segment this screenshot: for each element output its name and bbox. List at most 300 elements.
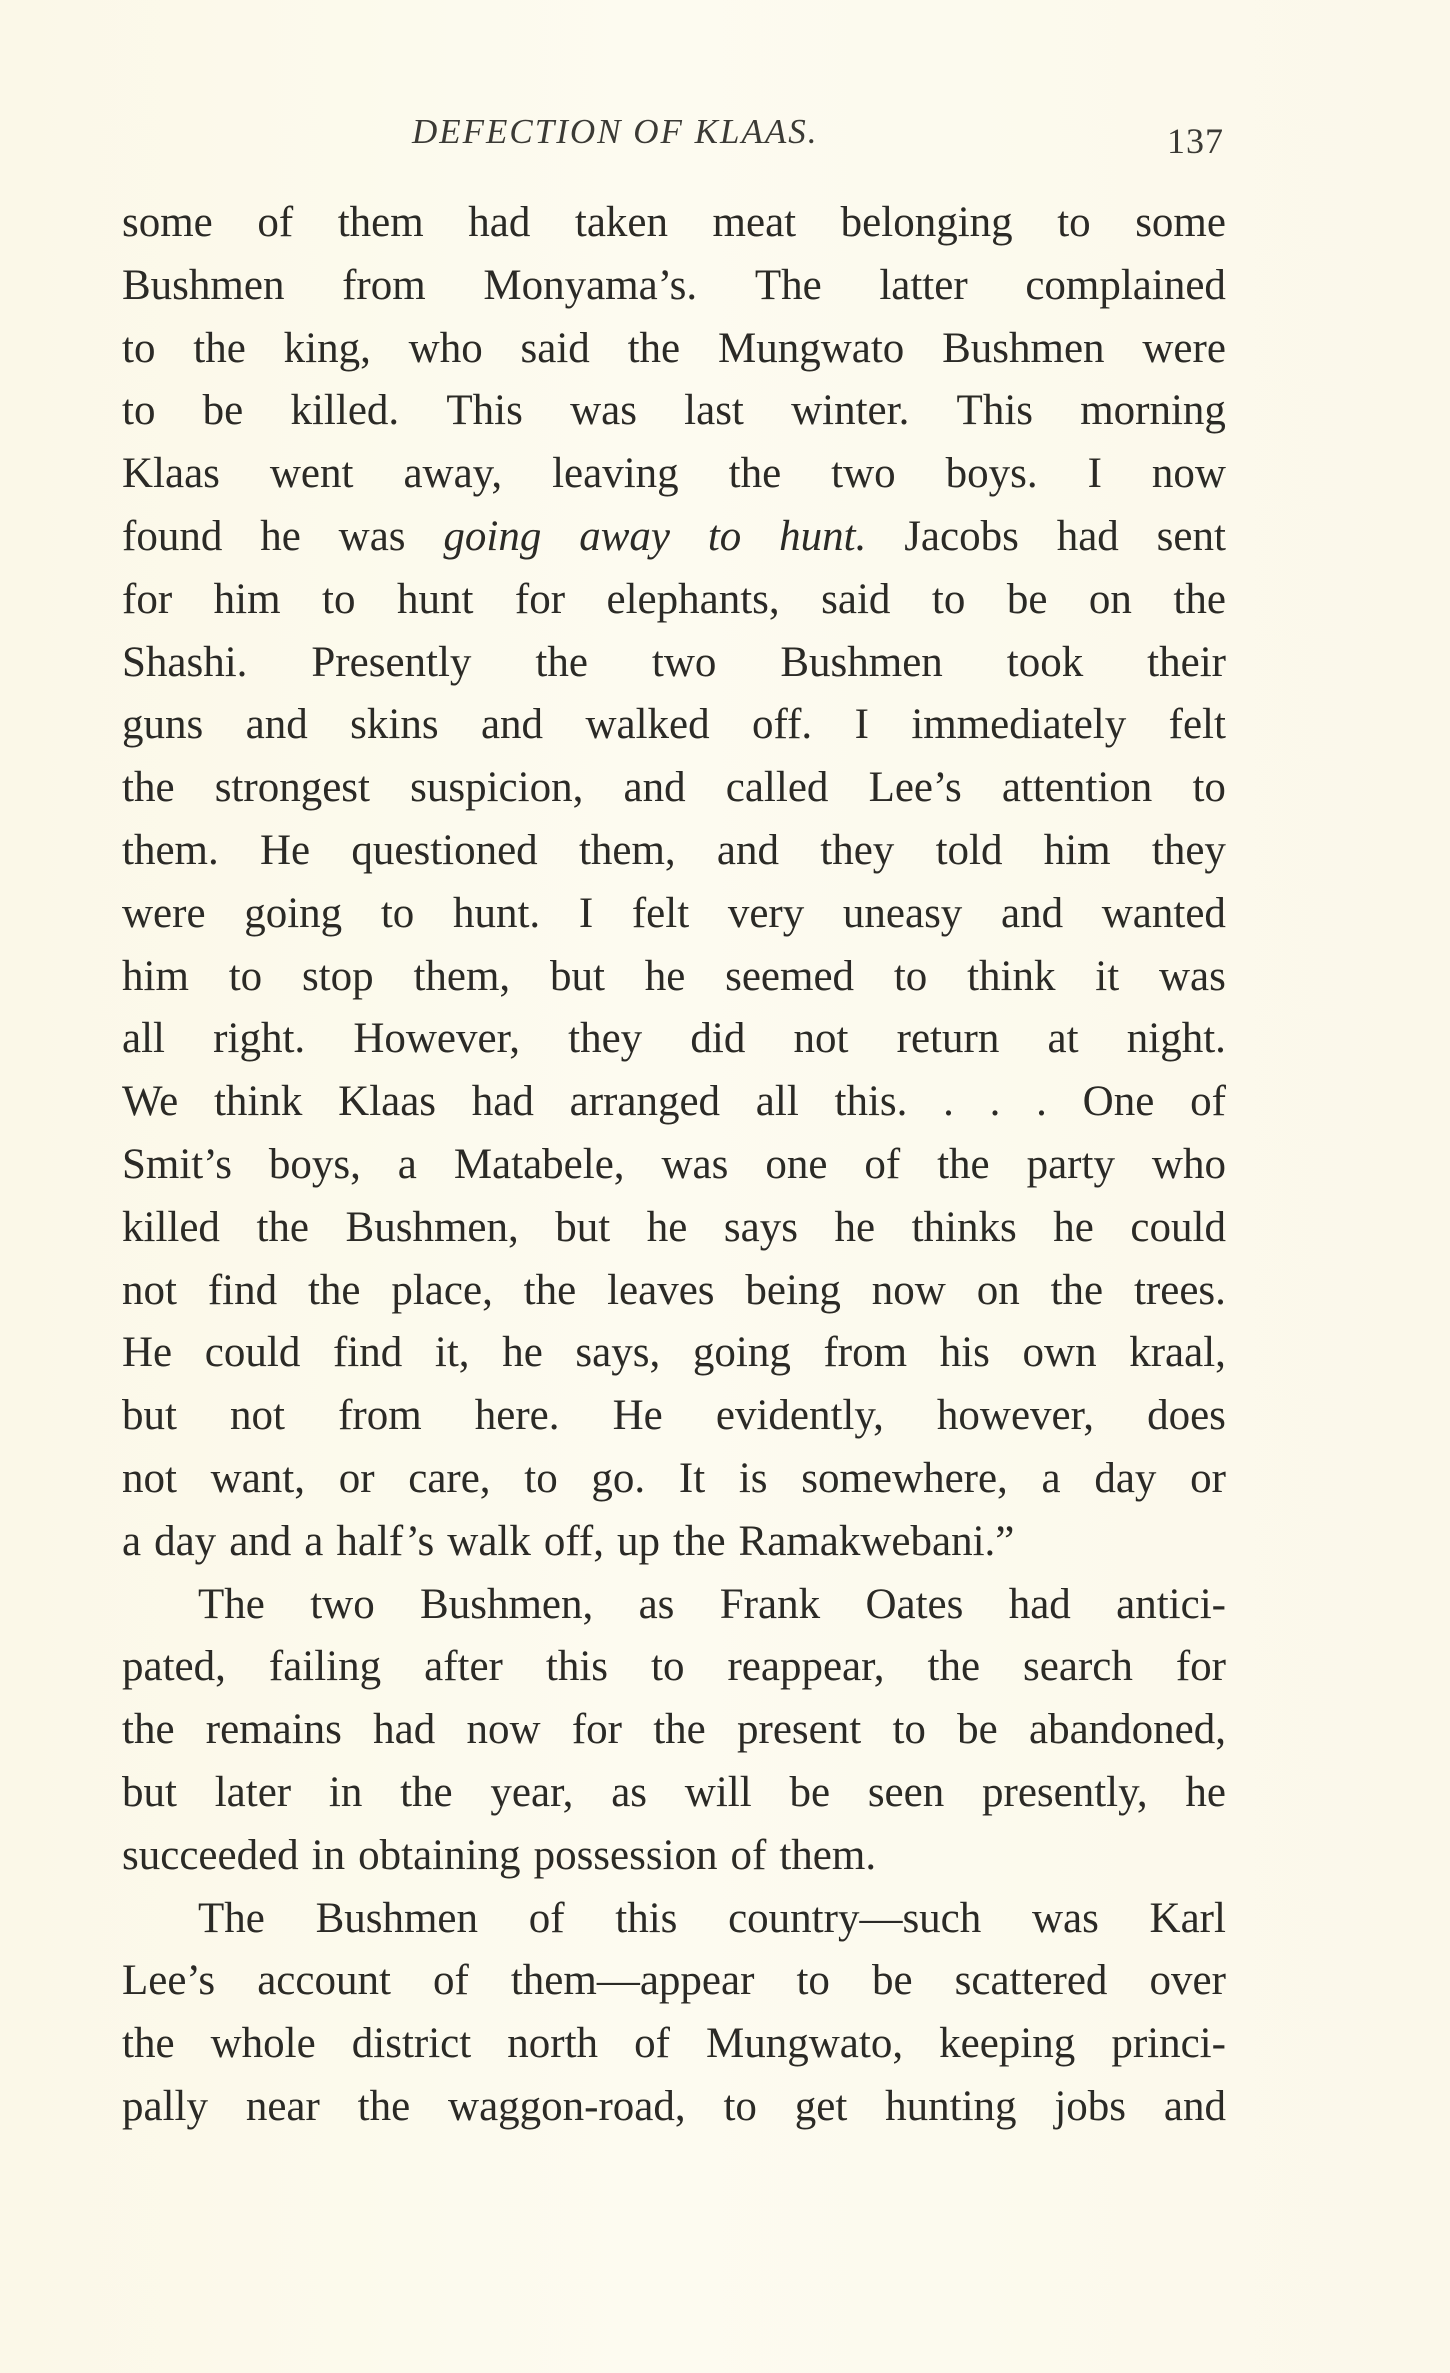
word: . (989, 1078, 1001, 1126)
word: Bushmen, (420, 1580, 594, 1628)
word: get (794, 2082, 848, 2130)
word: immediately (911, 701, 1127, 749)
word: the (307, 1266, 361, 1314)
word: to (651, 1643, 685, 1691)
word: It (678, 1454, 706, 1502)
word: the (927, 1643, 981, 1691)
word: One (1082, 1078, 1155, 1126)
word: He (612, 1392, 663, 1440)
word: the (728, 450, 782, 498)
word: them, (578, 826, 676, 874)
word: them. (779, 1831, 877, 1879)
word: two (310, 1580, 375, 1628)
word: to (524, 1454, 558, 1502)
word: away (579, 512, 670, 560)
word: and (1000, 889, 1064, 937)
text-line (122, 1825, 1226, 1888)
word: possession (533, 1831, 718, 1879)
word: be (957, 1706, 998, 1754)
word: He (122, 1329, 173, 1377)
word: the (673, 1517, 726, 1565)
word: killed. (290, 387, 400, 435)
word: he (644, 952, 686, 1000)
word: to (707, 512, 742, 560)
word: be (202, 387, 244, 435)
word: the (535, 638, 588, 686)
word: this (615, 1894, 678, 1942)
word: to (228, 952, 263, 1000)
word: Jacobs (904, 512, 1019, 560)
word: after (424, 1643, 503, 1691)
word: jobs (1054, 2082, 1127, 2130)
word: his (939, 1329, 990, 1377)
text-line (122, 1134, 1226, 1197)
word: a (122, 1517, 142, 1565)
word: away, (403, 450, 503, 498)
word: the (122, 2020, 175, 2068)
word: called (725, 764, 829, 812)
word: the (937, 1140, 990, 1188)
word: says, (575, 1329, 661, 1377)
word: Lee’s (868, 764, 962, 812)
word: was (570, 387, 637, 435)
text-line (122, 2076, 1226, 2139)
word: told (935, 826, 1003, 874)
word: search (1023, 1643, 1133, 1691)
word: This (956, 387, 1033, 435)
text-line (122, 1197, 1226, 1260)
word: did (690, 1015, 746, 1063)
word: party (1026, 1140, 1115, 1188)
word: think (213, 1078, 303, 1126)
word: was (1159, 952, 1226, 1000)
word: Ramakwebani.” (738, 1517, 1015, 1565)
word: leaving (552, 450, 679, 498)
word: they (568, 1015, 643, 1063)
word: I (1087, 450, 1102, 498)
word: go. (591, 1454, 646, 1502)
word: was (1031, 1894, 1099, 1942)
word: latter (879, 261, 968, 309)
text-line (122, 569, 1226, 632)
word: arranged (569, 1078, 721, 1126)
word: all (755, 1078, 799, 1126)
text-line (122, 1888, 1226, 1951)
word: him (213, 575, 281, 623)
word: the (122, 1706, 175, 1754)
word: over (1149, 1957, 1226, 2005)
word: not (793, 1015, 849, 1063)
word: day (154, 1517, 217, 1565)
word: Lee’s (122, 1957, 216, 2005)
word: he (834, 1203, 876, 1251)
word: here. (474, 1392, 560, 1440)
word: The (754, 261, 822, 309)
word: but (555, 1203, 611, 1251)
word: in (328, 1768, 363, 1816)
word: and (229, 1517, 292, 1565)
word: near (245, 2082, 320, 2130)
text-line (122, 632, 1226, 695)
word: the (357, 2082, 411, 2130)
word: The (198, 1894, 265, 1942)
word: up (617, 1517, 660, 1565)
word: to (122, 324, 156, 372)
page-number: 137 (1167, 121, 1224, 161)
word: and (716, 826, 780, 874)
word: sent (1156, 512, 1226, 560)
word: felt (1168, 701, 1226, 749)
text-line (122, 1008, 1226, 1071)
word: of (257, 199, 294, 246)
word: some (1135, 199, 1226, 246)
word: of (1190, 1078, 1226, 1126)
word: this (545, 1643, 609, 1691)
word: went (269, 450, 354, 498)
word: was (661, 1140, 729, 1188)
word: will (684, 1768, 752, 1816)
word: the (256, 1203, 310, 1251)
word: strongest (214, 764, 370, 812)
word: now (1151, 450, 1226, 498)
word: day (1094, 1454, 1157, 1502)
word: two (651, 638, 717, 686)
text-line (122, 1071, 1226, 1134)
word: the (193, 324, 246, 372)
text-line (122, 820, 1226, 883)
body-text (122, 192, 1226, 2139)
word: a (397, 1140, 417, 1188)
word: Bushmen (780, 638, 943, 686)
word: wanted (1101, 889, 1226, 937)
word: meat (712, 199, 797, 246)
word: Bushmen (315, 1894, 479, 1942)
word: and (623, 764, 686, 812)
word: of (634, 2020, 670, 2068)
text-line (122, 1762, 1226, 1825)
word: him (122, 952, 189, 1000)
text-line (122, 1322, 1226, 1385)
word: killed (122, 1203, 220, 1251)
word: had (468, 199, 531, 246)
word: not (122, 1266, 177, 1314)
word: for (1175, 1643, 1226, 1691)
word: Matabele, (453, 1140, 625, 1188)
word: suspicion, (410, 764, 584, 812)
word: to (892, 1706, 926, 1754)
word: Shashi. (122, 638, 248, 686)
text-line (122, 757, 1226, 820)
word: later (214, 1768, 292, 1816)
word: very (727, 889, 805, 937)
word: leaves (607, 1266, 715, 1314)
word: but (122, 1768, 177, 1816)
word: or (1190, 1454, 1226, 1502)
word: king, (283, 324, 371, 372)
word: skins (350, 701, 439, 749)
word: pally (122, 2082, 208, 2130)
word: Klaas (338, 1078, 437, 1126)
word: were (1142, 324, 1226, 372)
word: Klaas (122, 450, 220, 498)
word: but (549, 952, 605, 1000)
word: find (332, 1329, 403, 1377)
word: walked (585, 701, 710, 749)
word: were (122, 889, 206, 937)
word: as (611, 1768, 648, 1816)
word: says (723, 1203, 798, 1251)
text-line (122, 506, 1226, 569)
word: not (230, 1392, 285, 1440)
word: reappear, (727, 1643, 885, 1691)
text-line (122, 192, 1226, 255)
word: going (244, 889, 343, 937)
word: walk (447, 1517, 531, 1565)
word: Bushmen, (345, 1203, 519, 1251)
word: from (338, 1392, 422, 1440)
word: him (1043, 826, 1111, 874)
word: remains (205, 1706, 342, 1754)
word: He (259, 826, 311, 874)
word: he (502, 1329, 543, 1377)
word: and (245, 701, 308, 749)
word: hunt. (452, 889, 541, 937)
word: failing (268, 1643, 382, 1691)
word: present (737, 1706, 862, 1754)
word: morning (1080, 387, 1226, 435)
word: think (967, 952, 1056, 1000)
word: be (789, 1768, 831, 1816)
word: their (1147, 638, 1226, 686)
word: questioned (351, 826, 538, 874)
word: all (122, 1015, 165, 1063)
text-line (122, 883, 1226, 946)
word: to (1192, 764, 1226, 812)
word: Mungwato (717, 324, 905, 372)
word: seen (867, 1768, 945, 1816)
word: own (1022, 1329, 1097, 1377)
word: as (638, 1580, 675, 1628)
word: keeping (939, 2020, 1076, 2068)
word: on (976, 1266, 1020, 1314)
word: Monyama’s. (483, 261, 698, 309)
word: them—appear (510, 1957, 755, 2005)
text-line (122, 1950, 1226, 2013)
word: now (871, 1266, 946, 1314)
word: two (831, 450, 896, 498)
word: district (351, 2020, 472, 2068)
word: Oates (865, 1580, 964, 1628)
text-line (122, 443, 1226, 506)
word: find (207, 1266, 278, 1314)
word: could (204, 1329, 301, 1377)
word: scattered (954, 1957, 1108, 2005)
word: from (823, 1329, 908, 1377)
text-line (122, 380, 1226, 443)
word: it (1095, 952, 1120, 1000)
word: off, (543, 1517, 604, 1565)
word: be (871, 1957, 913, 2005)
text-line (122, 694, 1226, 757)
word: stop (301, 952, 374, 1000)
text-line (122, 2013, 1226, 2076)
word: a (304, 1517, 324, 1565)
word: to (322, 575, 356, 623)
word: for (571, 1706, 622, 1754)
word: . (1036, 1078, 1047, 1126)
word: found (122, 512, 223, 560)
word: it, (434, 1329, 470, 1377)
word: uneasy (842, 889, 963, 937)
word: he (1053, 1203, 1094, 1251)
word: them. (122, 826, 219, 874)
running-title: DEFECTION OF KLAAS. (412, 112, 819, 151)
word: Bushmen (942, 324, 1105, 372)
word: care, (408, 1454, 491, 1502)
word: off. (752, 701, 813, 749)
word: half’s (336, 1517, 435, 1565)
word: the (122, 764, 175, 812)
word: of (432, 1957, 469, 2005)
word: . (943, 1078, 954, 1126)
word: return (896, 1015, 1000, 1063)
word: The (198, 1580, 265, 1628)
word: trees. (1133, 1266, 1226, 1314)
word: from (342, 261, 426, 309)
word: night. (1126, 1015, 1226, 1063)
word: at (1047, 1015, 1079, 1063)
word: Mungwato, (706, 2020, 904, 2068)
text-line (122, 1448, 1226, 1511)
word: attention (1001, 764, 1153, 812)
word: and (480, 701, 544, 749)
word: said (520, 324, 590, 372)
word: or (338, 1454, 375, 1502)
word: does (1147, 1392, 1226, 1440)
word: he (260, 512, 301, 560)
word: taken (574, 199, 668, 246)
word: took (1006, 638, 1084, 686)
word: I (578, 889, 594, 937)
word: seemed (725, 952, 855, 1000)
word: for (514, 575, 566, 623)
word: somewhere, (801, 1454, 1008, 1502)
word: felt (631, 889, 690, 937)
word: but (122, 1392, 177, 1440)
word: this. (834, 1078, 908, 1126)
word: the (523, 1266, 577, 1314)
word: could (1130, 1203, 1226, 1251)
word: belonging (840, 199, 1013, 246)
word: said (821, 575, 891, 623)
word: account (257, 1957, 391, 2005)
text-line (122, 1699, 1226, 1762)
word: evidently, (715, 1392, 884, 1440)
word: obtaining (358, 1831, 521, 1879)
word: he (1185, 1768, 1226, 1816)
word: who (408, 324, 483, 372)
word: winter. (791, 387, 910, 435)
word: presently, (982, 1768, 1148, 1816)
word: the (400, 1768, 453, 1816)
text-line (122, 1636, 1226, 1699)
word: a (1041, 1454, 1061, 1502)
word: elephants, (606, 575, 780, 623)
word: north (507, 2020, 599, 2068)
word: place, (391, 1266, 493, 1314)
word: being (745, 1266, 841, 1314)
word: for (122, 575, 173, 623)
word: is (738, 1454, 768, 1502)
word: whole (210, 2020, 316, 2068)
word: had (1056, 512, 1119, 560)
word: the (627, 324, 681, 372)
word: guns (122, 701, 204, 749)
text-line (122, 1511, 1226, 1574)
word: to (1057, 199, 1091, 246)
word: be (1006, 575, 1048, 623)
word: and (1163, 2082, 1226, 2130)
word: one (765, 1140, 828, 1188)
word: the (1050, 1266, 1104, 1314)
text-line (122, 318, 1226, 381)
word: of (730, 1831, 767, 1879)
word: to (723, 2082, 757, 2130)
word: abandoned, (1028, 1706, 1226, 1754)
word: hunt (396, 575, 474, 623)
word: had (1008, 1580, 1071, 1628)
word: had (373, 1706, 436, 1754)
word: However, (353, 1015, 520, 1063)
word: was (338, 512, 406, 560)
word: complained (1025, 261, 1226, 309)
word: to (380, 889, 415, 937)
word: on (1088, 575, 1132, 623)
word: had (471, 1078, 534, 1126)
word: This (446, 387, 523, 435)
word: Frank (719, 1580, 821, 1628)
word: in (311, 1831, 346, 1879)
word: to (796, 1957, 830, 2005)
word: however, (936, 1392, 1094, 1440)
word: they (1151, 826, 1226, 874)
word: kraal, (1129, 1329, 1226, 1377)
word: thinks (911, 1203, 1017, 1251)
word: hunting (885, 2082, 1017, 2130)
text-line (122, 946, 1226, 1009)
word: not (122, 1454, 177, 1502)
word: want, (210, 1454, 305, 1502)
word: waggon-road, (448, 2082, 686, 2130)
word: to (931, 575, 966, 623)
word: Smit’s (122, 1140, 232, 1188)
word: Bushmen (122, 261, 285, 309)
word: I (854, 701, 869, 749)
word: the (1173, 575, 1226, 623)
word: to (893, 952, 928, 1000)
word: last (684, 387, 744, 435)
word: country—such (728, 1894, 982, 1942)
word: they (820, 826, 895, 874)
word: year, (490, 1768, 574, 1816)
word: boys, (268, 1140, 361, 1188)
word: succeeded (122, 1831, 299, 1879)
word: We (122, 1078, 179, 1126)
word: going (443, 512, 542, 560)
word: who (1151, 1140, 1226, 1188)
word: them (337, 199, 424, 246)
text-line (122, 1574, 1226, 1637)
